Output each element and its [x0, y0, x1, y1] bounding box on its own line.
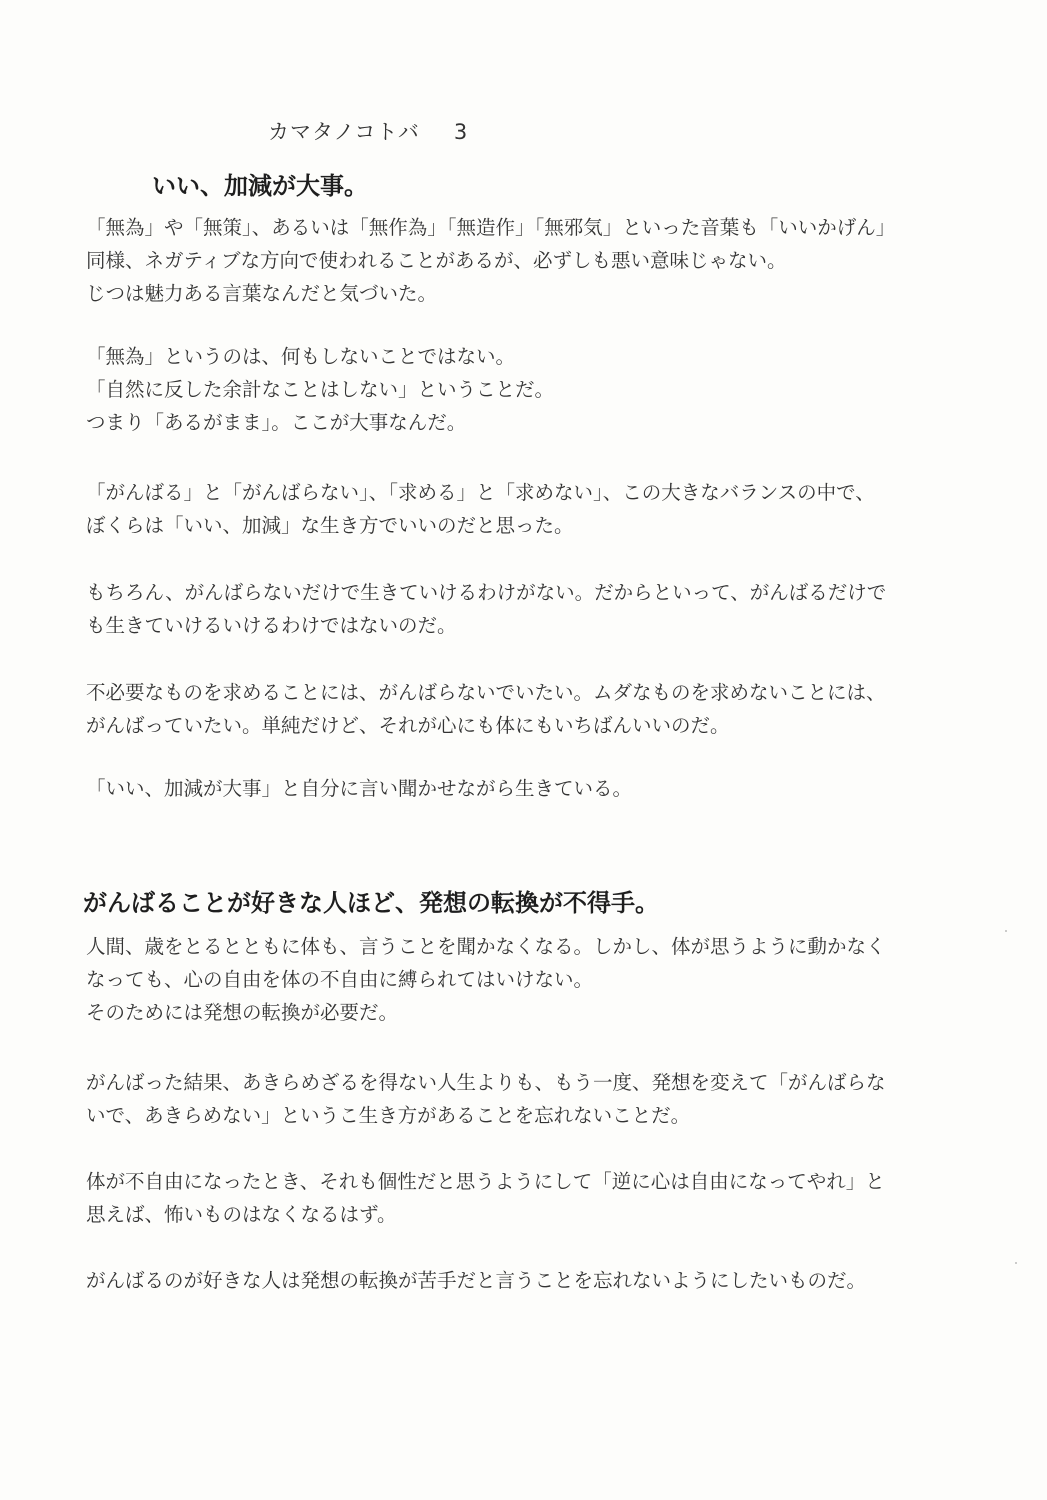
paragraph [86, 340, 554, 439]
text-line: 「いい、加減が大事」と自分に言い聞かせながら生きている。 [86, 777, 633, 800]
text-line: もちろん、がんばらないだけで生きていけるわけがない。だからといって、がんばるだけで [86, 581, 887, 604]
text-line: 人間、歳をとるとともに体も、言うことを聞かなくなる。しかし、体が思うように動かなく [86, 935, 886, 958]
section-heading-1: いい、加減が大事。 [152, 172, 368, 200]
text-line: 不必要なものを求めることには、がんばらないでいたい。ムダなものを求めないことには、 [86, 681, 886, 704]
paragraph [86, 930, 886, 1029]
text-line: がんばるのが好きな人は発想の転換が苦手だと言うことを忘れないようにしたいものだ。 [86, 1269, 867, 1292]
text-line: 「無為」や「無策」、あるいは「無作為」「無造作」「無邪気」といった音葉も「いいかげん」 [86, 216, 896, 239]
text-line: 思えば、怖いものはなくなるはず。 [86, 1203, 397, 1226]
text-line: じつは魅力ある言葉なんだと気づいた。 [86, 282, 438, 305]
paragraph [86, 1264, 866, 1297]
text-line: がんばっていたい。単純だけど、それが心にも体にもいちばんいいのだ。 [86, 714, 730, 737]
paragraph [86, 772, 632, 805]
text-line: つまり「あるがまま」。ここが大事なんだ。 [86, 411, 467, 434]
scan-speck [1005, 930, 1007, 932]
text-line: 「無為」というのは、何もしないことではない。 [86, 345, 516, 368]
text-line: がんばった結果、あきらめざるを得ない人生よりも、もう一度、発想を変えて「がんばらな [86, 1071, 886, 1094]
text-line: 同様、ネガティブな方向で使われることがあるが、必ずしも悪い意味じゃない。 [86, 249, 787, 272]
paragraph [86, 576, 886, 642]
text-line: いで、あきらめない」というこ生き方があることを忘れないことだ。 [86, 1104, 691, 1127]
text-line: 「がんばる」と「がんばらない」、「求める」と「求めない」、この大きなバランスの中で、 [86, 481, 875, 504]
series-title [268, 116, 468, 146]
text-line: ぼくらは「いい、加減」な生き方でいいのだと思った。 [86, 514, 574, 537]
text-line: 「自然に反した余計なことはしない」ということだ。 [86, 378, 555, 401]
series-number: 3 [453, 120, 469, 144]
paragraph [86, 1066, 886, 1132]
series-title-label: カマタノコトバ [268, 120, 420, 144]
paragraph [86, 476, 875, 542]
text-line: そのためには発想の転換が必要だ。 [86, 1001, 399, 1024]
paragraph [86, 1165, 885, 1231]
scan-speck [1015, 1262, 1017, 1264]
paragraph [86, 211, 895, 310]
text-line: も生きていけるいけるわけではないのだ。 [86, 614, 457, 637]
text-line: 体が不自由になったとき、それも個性だと思うようにして「逆に心は自由になってやれ」と [86, 1170, 885, 1193]
text-line: なっても、心の自由を体の不自由に縛られてはいけない。 [86, 968, 594, 991]
paragraph [86, 676, 886, 742]
section-heading-2: がんばることが好きな人ほど、発想の転換が不得手。 [83, 889, 659, 917]
